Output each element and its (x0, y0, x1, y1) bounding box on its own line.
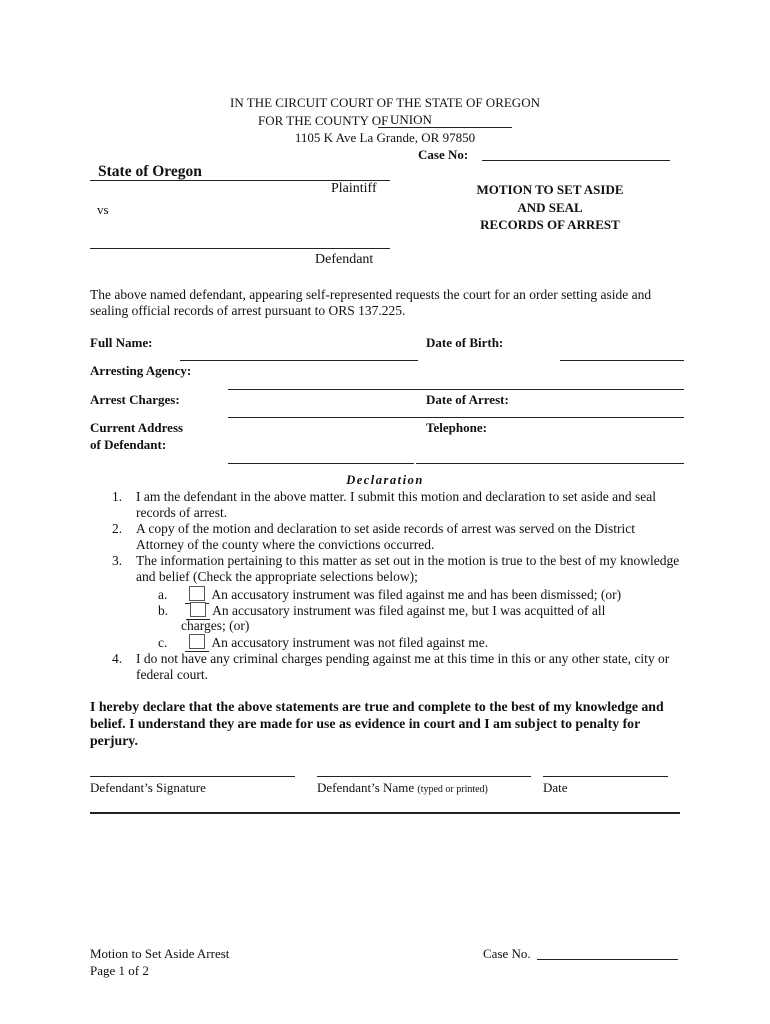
declaration-item-1 (112, 489, 682, 523)
dob-field[interactable] (560, 360, 684, 361)
signature-field[interactable] (90, 776, 295, 777)
plaintiff-name: State of Oregon (98, 163, 202, 180)
checkbox-icon (189, 634, 205, 649)
agency-field[interactable] (228, 389, 684, 390)
court-address: 1105 K Ave La Grande, OR 97850 (294, 130, 476, 145)
address-label-line1: Current Address (90, 420, 184, 435)
telephone-field[interactable] (416, 463, 684, 464)
footer-page-number: Page 1 of 2 (90, 963, 149, 978)
item-text: A copy of the motion and declaration to set aside records of arrest was served on the District Attorney of the county where the convictions occurred. (136, 521, 635, 552)
plaintiff-label: Plaintiff (331, 181, 377, 196)
signature-label: Defendant’s Signature (90, 780, 206, 795)
item-text: I am the defendant in the above matter. I submit this motion and declaration to set aside and seal records of arrest. (136, 489, 656, 520)
charges-field[interactable] (228, 417, 684, 418)
declaration-title: Declaration (346, 473, 424, 487)
intro-paragraph: The above named defendant, appearing self-represented requests the court for an order setting aside and sealing official records of arrest pursuant to ORS 137.225. (90, 287, 652, 318)
sub-item-letter: a. (158, 587, 168, 602)
defendant-line[interactable] (90, 248, 390, 249)
name-label-text: Defendant’s Name (317, 780, 415, 795)
charges-label: Arrest Charges: (90, 392, 180, 407)
date-label: Date (543, 780, 568, 795)
motion-title-3: RECORDS OF ARREST (480, 217, 620, 232)
county-value: UNION (390, 112, 432, 127)
county-field[interactable] (378, 112, 512, 128)
footer-case-label: Case No. (483, 946, 531, 961)
sub-item-letter: b. (158, 603, 169, 618)
declaration-item-2 (112, 521, 682, 555)
item-number: 4. (112, 651, 123, 666)
item-number: 3. (112, 553, 123, 568)
item-number: 2. (112, 521, 123, 536)
court-title: IN THE CIRCUIT COURT OF THE STATE OF OREGON (230, 95, 540, 110)
sub-item-letter: c. (158, 635, 168, 650)
name-label (317, 780, 488, 796)
full-name-label: Full Name: (90, 335, 153, 350)
item-text: The information pertaining to this matter as set out in the motion is true to the best of my knowledge and belief (Check the appropriate selections below); (136, 553, 680, 584)
date-field[interactable] (543, 776, 668, 777)
date-of-arrest-label: Date of Arrest: (426, 392, 509, 407)
address-field[interactable] (228, 463, 414, 464)
motion-title-1: MOTION TO SET ASIDE (476, 182, 624, 197)
vs-label: vs (97, 202, 109, 217)
name-label-note: (typed or printed) (417, 784, 488, 795)
checkbox-icon (189, 586, 205, 601)
sub-item-text: An accusatory instrument was filed against me and has been dismissed; (or) (211, 587, 622, 602)
motion-title-2: AND SEAL (517, 200, 583, 215)
county-prefix: FOR THE COUNTY OF (258, 113, 389, 128)
footer-case-field[interactable] (537, 959, 678, 960)
telephone-label: Telephone: (426, 420, 487, 435)
dob-label: Date of Birth: (426, 335, 504, 350)
declaration-item-4 (112, 651, 682, 685)
agency-label: Arresting Agency: (90, 363, 192, 378)
sub-item-text: An accusatory instrument was not filed against me. (211, 635, 489, 650)
checkbox-not-filed[interactable] (185, 634, 209, 652)
sub-item-c (158, 634, 488, 652)
divider (90, 812, 680, 814)
item-text: I do not have any criminal charges pending against me at this time in this or any other state, city or federal court. (136, 651, 670, 682)
full-name-field[interactable] (180, 360, 418, 361)
sub-item-text: An accusatory instrument was filed against me, but I was acquitted of all (212, 603, 606, 618)
footer-title: Motion to Set Aside Arrest (90, 946, 230, 961)
defendant-label: Defendant (315, 252, 374, 267)
declaration-item-3 (112, 553, 682, 587)
item-number: 1. (112, 489, 123, 504)
attestation-paragraph: I hereby declare that the above statements are true and complete to the best of my knowledge and belief. I understand they are made for use as evidence in court and I am subject to penalty for perjury. (90, 699, 664, 748)
address-label-line2: of Defendant: (90, 437, 167, 452)
name-field[interactable] (317, 776, 531, 777)
case-no-field[interactable] (482, 160, 670, 161)
sub-item-b-cont: charges; (or) (181, 618, 250, 633)
case-no-label: Case No: (418, 147, 469, 162)
checkbox-icon (190, 602, 206, 617)
